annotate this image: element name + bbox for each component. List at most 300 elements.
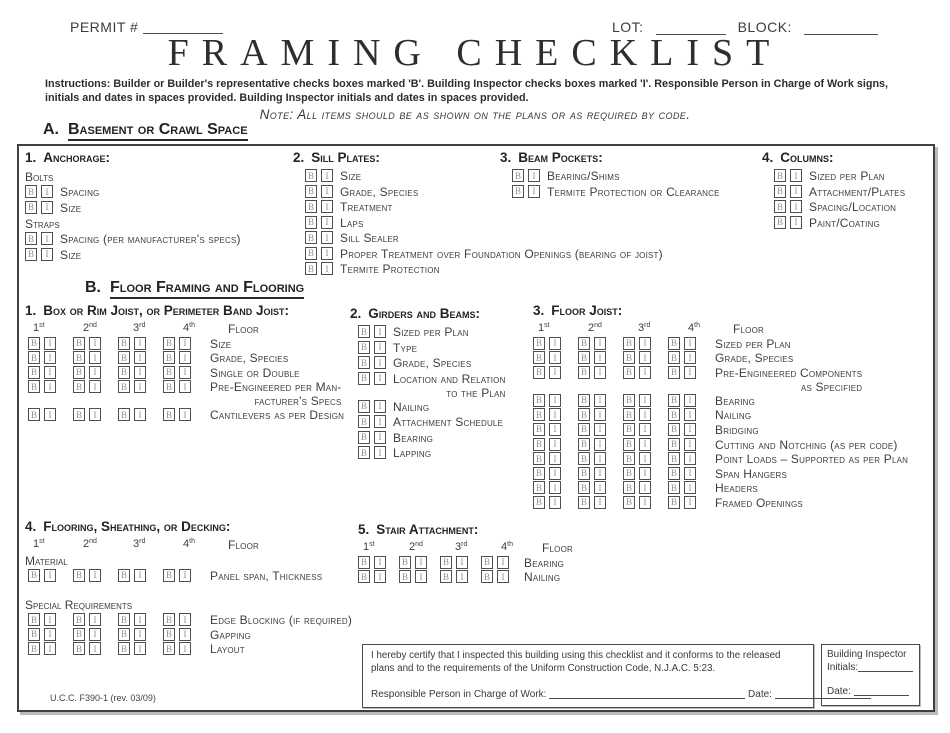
checkbox-i[interactable]: I [134,642,146,655]
checkbox-i[interactable]: I [549,408,561,421]
checkbox-i[interactable]: I [684,337,696,350]
girders-beams-rows [358,325,506,462]
item-label: Sill Sealer [340,231,399,245]
checkbox-i[interactable]: I [549,337,561,350]
checkbox-b[interactable]: B [774,185,786,198]
inspector-box [821,644,920,706]
item-label: Bridging [715,422,759,437]
checkbox-i[interactable]: I [134,337,146,350]
checkbox-b[interactable]: B [623,351,635,364]
checkbox-b[interactable]: B [28,380,40,393]
checkbox-i[interactable]: I [456,570,468,583]
checkbox-b[interactable]: B [28,613,40,626]
checkbox-b[interactable]: B [533,467,545,480]
checkbox-i[interactable]: I [41,248,53,261]
checkbox-b[interactable]: B [578,481,590,494]
checkbox-i[interactable]: I [41,201,53,214]
checklist-row [774,169,905,185]
checkbox-b[interactable]: B [358,341,370,354]
checkbox-b[interactable]: B [118,642,130,655]
checkbox-i[interactable]: I [44,351,56,364]
checkbox-i[interactable]: I [684,496,696,509]
item-number: 3. [500,150,512,165]
checkbox-b[interactable]: B [73,366,85,379]
checkbox-i[interactable]: I [134,613,146,626]
section-b-heading [85,279,304,297]
checkbox-b[interactable]: B [623,366,635,379]
item-title [25,519,352,534]
checkbox-i[interactable]: I [134,569,146,582]
checkbox-i[interactable]: I [89,366,101,379]
checkbox-i[interactable]: I [179,366,191,379]
checkbox-i[interactable]: I [321,185,333,198]
checkbox-i[interactable]: I [594,438,606,451]
checkbox-i[interactable]: I [374,415,386,428]
item-label: Size [210,336,232,351]
checkbox-b[interactable]: B [668,337,680,350]
checkbox-b[interactable]: B [118,380,130,393]
checkbox-i[interactable]: I [44,380,56,393]
checkbox-b[interactable]: B [481,556,493,569]
checkbox-i[interactable]: I [179,408,191,421]
checkbox-i[interactable]: I [89,628,101,641]
checkbox-i[interactable]: I [41,232,53,245]
item-label: Grade, Species [340,184,419,199]
checkbox-i[interactable]: I [684,408,696,421]
checkbox-i[interactable]: I [497,556,509,569]
checkbox-b[interactable]: B [533,438,545,451]
checkbox-i[interactable]: I [456,556,468,569]
checkbox-i[interactable]: I [594,452,606,465]
checkbox-b[interactable]: B [358,446,370,459]
checkbox-b[interactable]: B [73,380,85,393]
checkbox-b[interactable]: B [73,642,85,655]
checkbox-i[interactable]: I [594,481,606,494]
checkbox-i[interactable]: I [594,394,606,407]
checkbox-i[interactable]: I [639,394,651,407]
checkbox-b[interactable]: B [533,452,545,465]
checkbox-i[interactable]: I [89,337,101,350]
ordinal-label: 2 nd [409,541,423,553]
checkbox-i[interactable]: I [639,496,651,509]
checkbox-i[interactable]: I [549,452,561,465]
checkbox-b[interactable]: B [73,569,85,582]
checkbox-i[interactable]: I [684,481,696,494]
checkbox-b[interactable]: B [399,570,411,583]
checkbox-i[interactable]: I [549,423,561,436]
checkbox-i[interactable]: I [374,556,386,569]
checklist-row [25,201,241,217]
ordinal-label: 4 th [501,541,513,553]
checklist-row [533,423,908,438]
initials-line[interactable] [858,660,913,672]
checkbox-i[interactable]: I [44,408,56,421]
item-title-text: Sill Plates: [311,150,380,165]
checkbox-i[interactable]: I [594,408,606,421]
checkbox-i[interactable]: I [639,423,651,436]
checkbox-b[interactable]: B [774,169,786,182]
checkbox-i[interactable]: I [684,452,696,465]
checkbox-b[interactable]: B [668,452,680,465]
checkbox-i[interactable]: I [639,337,651,350]
checkbox-b[interactable]: B [358,356,370,369]
item-label: Point Loads – Supported as per Plan [715,452,909,467]
checkbox-b[interactable]: B [118,613,130,626]
checkbox-b[interactable]: B [533,481,545,494]
checkbox-b[interactable]: B [440,570,452,583]
checkbox-b[interactable]: B [163,380,175,393]
checkbox-i[interactable]: I [594,467,606,480]
checkbox-b[interactable]: B [163,337,175,350]
item-label: Location and Relation [393,371,506,386]
checkbox-b[interactable]: B [28,351,40,364]
responsible-person-label: Responsible Person in Charge of Work: [371,689,547,700]
checkbox-i[interactable]: I [684,438,696,451]
bolts-rows [25,185,241,216]
checkbox-i[interactable]: I [321,231,333,244]
checkbox-i[interactable]: I [134,380,146,393]
checkbox-i[interactable]: I [549,351,561,364]
checkbox-i[interactable]: I [639,481,651,494]
checkbox-b[interactable]: B [305,216,317,229]
checkbox-b[interactable]: B [28,337,40,350]
checkbox-b[interactable]: B [25,201,37,214]
checkbox-i[interactable]: I [594,366,606,379]
checkbox-i[interactable]: I [790,200,802,213]
checkbox-i[interactable]: I [594,351,606,364]
ordinal-label: 2 nd [83,538,97,550]
checkbox-b[interactable]: B [73,351,85,364]
checkbox-b[interactable]: B [623,423,635,436]
checkbox-b[interactable]: B [163,613,175,626]
checkbox-b[interactable]: B [533,337,545,350]
checkbox-i[interactable]: I [89,613,101,626]
checkbox-i[interactable]: I [134,366,146,379]
item-label: Grade, Species [210,351,289,366]
checkbox-b[interactable]: B [533,394,545,407]
ordinal-label: 1 st [33,538,45,550]
checkbox-i[interactable]: I [374,431,386,444]
checkbox-i[interactable]: I [415,556,427,569]
checkbox-b[interactable]: B [668,408,680,421]
ordinal-label: 4 th [183,322,195,334]
checkbox-i[interactable]: I [321,169,333,182]
item-label: Framed Openings [715,495,803,510]
checkbox-b[interactable]: B [28,569,40,582]
checkbox-i[interactable]: I [684,467,696,480]
checkbox-b[interactable]: B [623,394,635,407]
checkbox-b[interactable]: B [118,628,130,641]
checkbox-b[interactable]: B [118,337,130,350]
checklist-row [28,628,352,643]
checkbox-b[interactable]: B [578,438,590,451]
checkbox-i[interactable]: I [374,356,386,369]
checkbox-b[interactable]: B [578,366,590,379]
checkbox-b[interactable]: B [25,232,37,245]
item-title [350,306,506,321]
checkbox-b[interactable]: B [73,337,85,350]
item-number: 1. [25,303,37,318]
instructions-text: Instructions: Builder or Builder's representative checks boxes marked 'B'. Building Inspector checks boxes marked 'I'. Responsible Person in Charge of Work signs, initials and dates in spaces provided. Building Inspector initials and dates in spaces provided. [45,78,889,104]
ordinal-label: 1 st [33,322,45,334]
checkbox-b[interactable]: B [533,366,545,379]
checklist-row [305,200,663,216]
ordinal-label: 3 rd [638,322,651,334]
checkbox-b[interactable]: B [668,481,680,494]
checkbox-i[interactable]: I [89,408,101,421]
checkbox-i[interactable]: I [374,400,386,413]
checkbox-i[interactable]: I [321,200,333,213]
checkbox-b[interactable]: B [305,200,317,213]
checkbox-b[interactable]: B [163,642,175,655]
checkbox-b[interactable]: B [774,200,786,213]
checkbox-b[interactable]: B [578,423,590,436]
flooring-sheathing-item [25,519,353,657]
checkbox-i[interactable]: I [179,642,191,655]
checkbox-i[interactable]: I [549,481,561,494]
checkbox-i[interactable]: I [134,351,146,364]
checkbox-b[interactable]: B [481,570,493,583]
checklist-row [774,185,905,201]
checklist-row [533,481,908,496]
checklist-row [774,200,905,216]
floor-ordinal-header [28,322,344,337]
checkbox-b[interactable]: B [668,394,680,407]
checkbox-i[interactable]: I [639,351,651,364]
item-label: Single or Double [210,365,300,380]
item-label: Spacing [60,185,100,199]
item-title-text: Floor Joist: [551,303,623,318]
checkbox-i[interactable]: I [549,366,561,379]
checkbox-b[interactable]: B [358,570,370,583]
checkbox-b[interactable]: B [73,613,85,626]
checkbox-i[interactable]: I [639,408,651,421]
checkbox-b[interactable]: B [118,351,130,364]
checkbox-b[interactable]: B [668,467,680,480]
checkbox-i[interactable]: I [684,351,696,364]
item-label: Bearing [524,555,565,570]
checkbox-b[interactable]: B [305,247,317,260]
item-title-text: Anchorage: [43,150,111,165]
checklist-row [774,216,905,232]
checkbox-i[interactable]: I [89,569,101,582]
checkbox-b[interactable]: B [358,556,370,569]
checkbox-i[interactable]: I [639,366,651,379]
checkbox-i[interactable]: I [790,216,802,229]
checkbox-b[interactable]: B [28,366,40,379]
girders-beams-item [350,306,506,462]
checkbox-i[interactable]: I [594,337,606,350]
checkbox-i[interactable]: I [639,467,651,480]
checkbox-b[interactable]: B [163,351,175,364]
checkbox-b[interactable]: B [118,366,130,379]
checkbox-i[interactable]: I [89,380,101,393]
checkbox-b[interactable]: B [623,438,635,451]
checkbox-i[interactable]: I [684,366,696,379]
checkbox-b[interactable]: B [28,408,40,421]
checkbox-i[interactable]: I [594,496,606,509]
checkbox-i[interactable]: I [374,570,386,583]
checklist-row [28,408,344,423]
checklist-row [305,247,663,263]
stair-attachment-item [358,522,573,585]
checkbox-b[interactable]: B [668,351,680,364]
checkbox-b[interactable]: B [163,569,175,582]
checklist-row [533,394,908,409]
checkbox-b[interactable]: B [623,496,635,509]
checkbox-i[interactable]: I [179,569,191,582]
checklist-row [533,452,908,467]
checkbox-b[interactable]: B [358,415,370,428]
checkbox-i[interactable]: I [639,452,651,465]
checkbox-b[interactable]: B [578,496,590,509]
checkbox-i[interactable]: I [374,325,386,338]
checkbox-i[interactable]: I [89,351,101,364]
floor-label: Floor [542,541,574,555]
checkbox-b[interactable]: B [512,169,524,182]
anchorage-item [25,150,241,263]
checkbox-b[interactable]: B [28,642,40,655]
item-label: Bearing [715,393,756,408]
checkbox-b[interactable]: B [73,628,85,641]
checklist-row [533,438,908,453]
block-label: BLOCK: [737,19,792,35]
item-label: Span Hangers [715,466,788,481]
checkbox-i[interactable]: I [41,185,53,198]
checkbox-b[interactable]: B [578,337,590,350]
item-label: Panel span, Thickness [210,568,323,583]
checkbox-b[interactable]: B [358,400,370,413]
checkbox-b[interactable]: B [399,556,411,569]
group-label-special-requirements: Special Requirements [25,598,133,613]
checkbox-i[interactable]: I [134,628,146,641]
checkbox-b[interactable]: B [163,408,175,421]
checkbox-b[interactable]: B [533,408,545,421]
checkbox-i[interactable]: I [594,423,606,436]
checkbox-i[interactable]: I [321,216,333,229]
checkbox-b[interactable]: B [668,496,680,509]
checkbox-i[interactable]: I [89,642,101,655]
checkbox-b[interactable]: B [25,185,37,198]
checkbox-i[interactable]: I [179,351,191,364]
checkbox-i[interactable]: I [549,467,561,480]
checkbox-b[interactable]: B [578,408,590,421]
checkbox-i[interactable]: I [179,613,191,626]
item-label: Spacing (per manufacturer's specs) [60,232,241,246]
checkbox-b[interactable]: B [578,394,590,407]
checkbox-i[interactable]: I [44,613,56,626]
checklist-row [28,613,352,628]
checkbox-b[interactable]: B [163,628,175,641]
form-number: U.C.C. F390-1 (rev. 03/09) [50,693,156,703]
checkbox-b[interactable]: B [163,366,175,379]
checkbox-b[interactable]: B [118,408,130,421]
checkbox-b[interactable]: B [623,467,635,480]
checkbox-b[interactable]: B [623,408,635,421]
checkbox-i[interactable]: I [549,496,561,509]
section-a-heading [43,121,248,139]
checkbox-b[interactable]: B [623,481,635,494]
checkbox-b[interactable]: B [25,248,37,261]
checkbox-i[interactable]: I [44,628,56,641]
checkbox-b[interactable]: B [623,337,635,350]
checkbox-i[interactable]: I [44,366,56,379]
checkbox-i[interactable]: I [44,337,56,350]
checkbox-b[interactable]: B [774,216,786,229]
checkbox-i[interactable]: I [549,394,561,407]
checkbox-i[interactable]: I [374,341,386,354]
item-title-text: Beam Pockets: [518,150,603,165]
checkbox-i[interactable]: I [44,569,56,582]
checkbox-b[interactable]: B [578,467,590,480]
checkbox-i[interactable]: I [134,408,146,421]
checkbox-i[interactable]: I [44,642,56,655]
checkbox-i[interactable]: I [528,185,540,198]
checkbox-i[interactable]: I [684,394,696,407]
checkbox-b[interactable]: B [358,372,370,385]
checkbox-b[interactable]: B [440,556,452,569]
checkbox-b[interactable]: B [578,351,590,364]
checkbox-i[interactable]: I [528,169,540,182]
checkbox-i[interactable]: I [321,262,333,275]
checkbox-b[interactable]: B [73,408,85,421]
checkbox-i[interactable]: I [549,438,561,451]
checkbox-b[interactable]: B [118,569,130,582]
item-label-cont: to the Plan [446,385,506,400]
checkbox-b[interactable]: B [578,452,590,465]
checkbox-i[interactable]: I [374,446,386,459]
checkbox-b[interactable]: B [533,423,545,436]
checkbox-i[interactable]: I [684,423,696,436]
lot-label: LOT: [612,19,644,35]
checkbox-b[interactable]: B [305,169,317,182]
checkbox-b[interactable]: B [668,366,680,379]
flooring-ordinal-header [28,538,352,553]
flooring-material-rows [28,569,352,584]
checkbox-i[interactable]: I [374,372,386,385]
checkbox-i[interactable]: I [790,169,802,182]
note-text: Note: All items should be as shown on the plans or as required by code. [259,107,691,122]
ordinal-label: 3 rd [133,538,146,550]
checkbox-b[interactable]: B [533,496,545,509]
checkbox-b[interactable]: B [305,231,317,244]
checkbox-i[interactable]: I [497,570,509,583]
page-title: FRAMING CHECKLIST [167,32,783,74]
checklist-row [358,341,506,357]
checkbox-i[interactable]: I [321,247,333,260]
checkbox-i[interactable]: I [790,185,802,198]
checkbox-b[interactable]: B [358,325,370,338]
checkbox-i[interactable]: I [179,628,191,641]
inspector-date-line[interactable] [854,684,909,696]
checkbox-b[interactable]: B [512,185,524,198]
checkbox-b[interactable]: B [623,452,635,465]
group-label-material: Material [25,553,68,568]
checkbox-b[interactable]: B [305,262,317,275]
checkbox-b[interactable]: B [668,423,680,436]
checkbox-b[interactable]: B [28,628,40,641]
checkbox-i[interactable]: I [639,438,651,451]
item-label: Gapping [210,627,251,642]
checkbox-b[interactable]: B [668,438,680,451]
checkbox-i[interactable]: I [179,337,191,350]
checkbox-b[interactable]: B [358,431,370,444]
checkbox-i[interactable]: I [179,380,191,393]
checkbox-b[interactable]: B [305,185,317,198]
checkbox-i[interactable]: I [415,570,427,583]
responsible-person-line[interactable] [549,687,745,699]
checkbox-b[interactable]: B [533,351,545,364]
